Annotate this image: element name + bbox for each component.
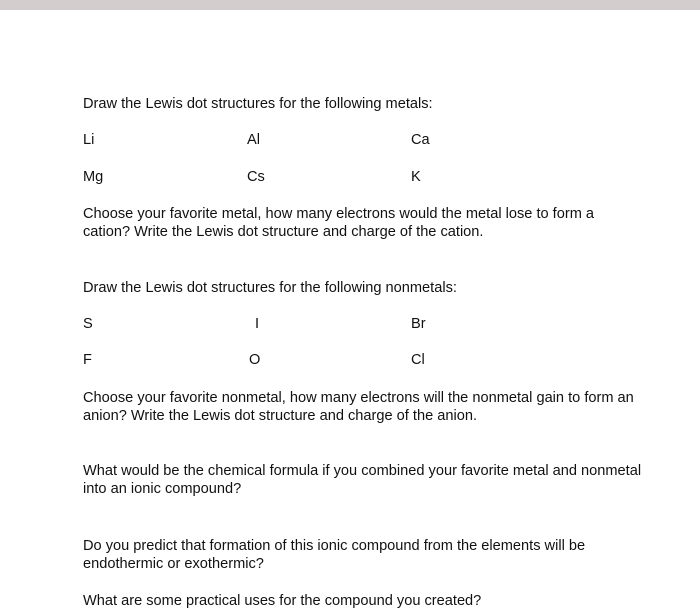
metal-cation-question: Choose your favorite metal, how many electrons would the metal lose to form a cation? Write the Lewis dot structure and charge of the cation. — [83, 206, 595, 240]
nonmetal-anion-question: Choose your favorite nonmetal, how many electrons will the nonmetal gain to form an anion? Write the Lewis dot structure and charge of the anion. — [83, 390, 634, 424]
element-i: I — [255, 316, 260, 332]
element-f: F — [83, 352, 92, 368]
chemical-formula-question: What would be the chemical formula if you combined your favorite metal and nonmetal into an ionic compound? — [83, 463, 642, 497]
practical-uses-question: What are some practical uses for the compound you created? — [83, 593, 482, 609]
element-o: O — [249, 352, 261, 368]
top-bar — [0, 0, 700, 10]
element-li: Li — [83, 132, 95, 148]
element-ca: Ca — [411, 132, 430, 148]
nonmetals-heading: Draw the Lewis dot structures for the following nonmetals: — [83, 280, 457, 296]
element-k: K — [411, 169, 421, 185]
element-mg: Mg — [83, 169, 104, 185]
element-cs: Cs — [247, 169, 265, 185]
element-s: S — [83, 316, 93, 332]
element-br: Br — [411, 316, 426, 332]
worksheet-page — [0, 10, 700, 613]
element-al: Al — [247, 132, 260, 148]
metals-heading: Draw the Lewis dot structures for the following metals: — [83, 96, 433, 112]
element-cl: Cl — [411, 352, 425, 368]
endothermic-exothermic-question: Do you predict that formation of this ionic compound from the elements will be endothermic or exothermic? — [83, 538, 586, 572]
